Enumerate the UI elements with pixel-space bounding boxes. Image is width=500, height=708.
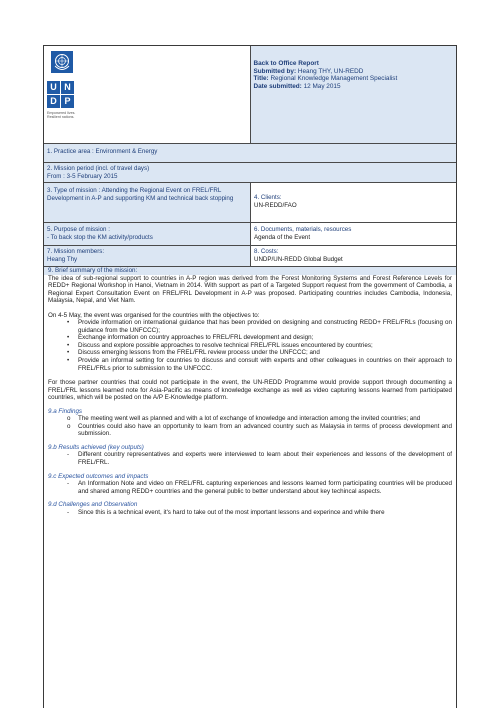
list-item: • Exchange information on country approaches to FREL/FRL development and design; [78, 334, 452, 342]
list-item: • Discuss and explore possible approaches to resolve technical FREL/FRL issues encountered by countries; [78, 342, 452, 350]
purpose [44, 223, 250, 245]
outcomes-heading: 9.c Expected outcomes and impacts [48, 472, 149, 480]
logo-letter: N [61, 81, 74, 94]
members-value: Heang Thy [47, 255, 78, 263]
mission-type-value: Attending the Regional Event on FREL/FRL Development in A-P and supporting KM and technical back stopping [47, 187, 234, 202]
list-item: • Provide information on international guidance that has been provided on designing and constructing REDD+ FREL/FRLs (focusing on guidance from the UNFCCC); [78, 319, 452, 334]
costs-label: 8. Costs: [254, 248, 279, 255]
title-value: Regional Knowledge Management Specialist [270, 75, 398, 83]
members-label: 7. Mission members: [47, 248, 105, 255]
header-row [44, 46, 456, 144]
purpose-value: - To back stop the KM activity/products [47, 233, 153, 241]
findings-list [48, 415, 452, 438]
documents-label: 6. Documents, materials, resources [254, 226, 352, 233]
type-clients-row [44, 183, 456, 223]
logo-letter: P [61, 95, 74, 108]
undp-letters [47, 81, 77, 108]
mission-period-row [44, 163, 456, 183]
report-info [251, 46, 457, 143]
list-item: - Different country representatives and experts were interviewed to learn about their experiences and lessons of the development of FREL/FRL. [78, 451, 452, 466]
members [44, 246, 250, 266]
undp-logo [47, 49, 77, 119]
challenges-list [48, 509, 452, 517]
objectives-list [48, 319, 452, 372]
report-title [254, 75, 454, 83]
members-costs-row [44, 246, 456, 267]
costs [250, 246, 456, 266]
date-label: Date submitted: [253, 82, 302, 90]
mission-period-label: 2. Mission period (incl. of travel days) [47, 165, 150, 172]
outcomes-list [48, 480, 452, 495]
clients-value: UN-REDD/FAO [254, 201, 297, 209]
mission-type-label: 3. Type of mission : [47, 187, 101, 194]
mission-period [44, 163, 456, 182]
clients [250, 183, 456, 222]
purpose-documents-row [44, 223, 456, 246]
list-item: o Countries could also have an opportunity to learn from an advanced country such as Malaysia in terms of process development and submission. [78, 423, 452, 438]
logo-tagline: Empowered lives. Resilient nations. [47, 111, 76, 119]
un-emblem-icon [51, 51, 73, 73]
date-value: 12 May 2015 [303, 82, 341, 90]
report-type: Back to Office Report [253, 60, 319, 67]
list-item: - An Information Note and video on FREL/FRL capturing experiences and lessons learned form participating countries will be produced and shared among REDD+ countries and the general public to better understand about key techincal aspects. [78, 480, 452, 495]
summary-label: 9. Brief summary of the mission: [44, 267, 456, 275]
logo-letter: D [47, 95, 60, 108]
documents [250, 223, 456, 245]
results-heading: 9.b Results achieved (key outputs) [48, 443, 144, 451]
date-submitted [254, 83, 454, 91]
costs-value: UNDP/UN-REDD Global Budget [254, 255, 343, 263]
logo-letter: U [47, 81, 60, 94]
summary-intro: The idea of sub-regional support to countries in A-P region was derived from the Forest Monitoring Systems and Forest Reference Levels for REDD+ Regional Workshop in Hanoi, Vietnam in 2014. With support as part of a Targeted Support request from the government of Cambodia, a Regional Expert Consultation Event on FREL/FRL Development in A-P was proposed. Participating countries includes Cambodia, Indonesia, Malaysia, Nepal, and Viet Nam. [48, 274, 452, 305]
findings-heading: 9.a Findings [48, 407, 83, 415]
results-list [48, 451, 452, 466]
clients-label: 4. Clients: [254, 194, 282, 201]
title-label: Title: [253, 75, 269, 83]
report-form [43, 45, 457, 708]
mission-period-value: From : 3-5 February 2015 [47, 172, 118, 180]
challenges-heading: 9.d Challenges and Observation [48, 501, 138, 509]
summary-section [44, 267, 456, 516]
documents-value: Agenda of the Event [254, 233, 311, 241]
logo-cell [44, 46, 251, 143]
partners-paragraph: For those partner countries that could not participate in the event, the UN-REDD Programme would provide support through documenting a FREL/FRL lessons learned note for Asia-Pacific as means of knowledge exchange as well as video capturing lessons learned from participated countries, which will be posted on the A/P E-Knowledge platform. [48, 379, 452, 402]
practice-area-row [44, 144, 456, 163]
mission-type [44, 183, 250, 222]
submitted-by-value: Heang THY, UN-REDD [297, 67, 364, 75]
submitted-by-label: Submitted by: [253, 67, 297, 75]
event-intro: On 4-5 May, the event was organised for the countries with the objectives to: [48, 311, 260, 319]
list-item: - Since this is a technical event, it's hard to take out of the most important lessons and experince and while there [78, 509, 452, 517]
submitted-by [254, 68, 454, 76]
list-item: o The meeting went well as planned and with a lot of exchange of knowledge and interaction among the invited countries; and [78, 415, 452, 423]
list-item: • Provide an informal setting for countries to discuss and consult with experts and other colleagues in countries on their approach to FREL/FRLs prior to submission to the UNFCCC. [78, 357, 452, 372]
list-item: • Discuss emerging lessons from the FREL/FRL review process under the UNFCCC; and [78, 349, 452, 357]
purpose-label: 5. Purpose of mission : [47, 226, 110, 233]
practice-area: 1. Practice area : Environment & Energy [44, 144, 456, 162]
